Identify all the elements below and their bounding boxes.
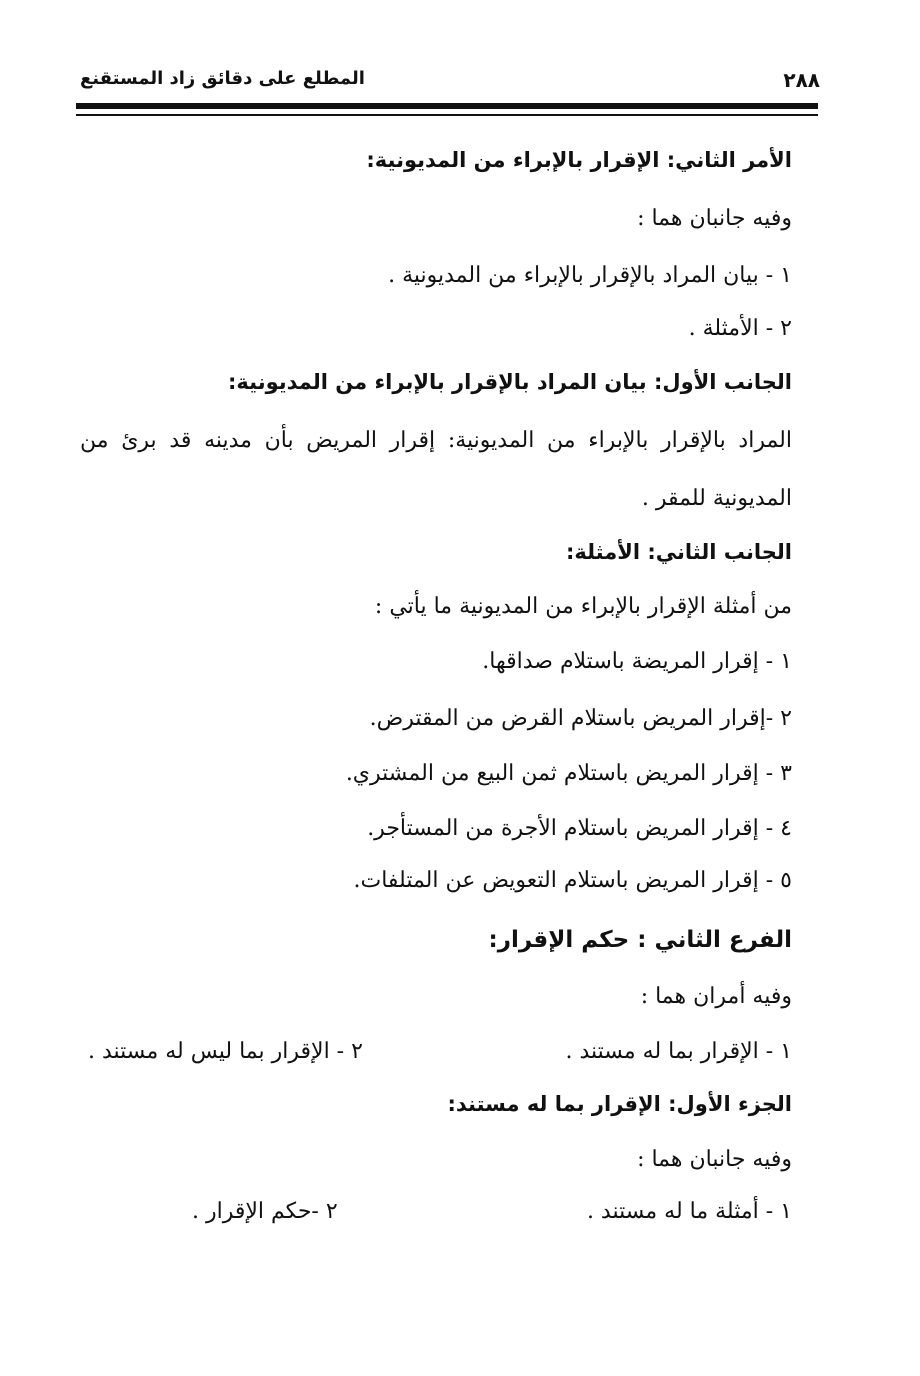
aspect-1: ١ - أمثلة ما له مستند .: [586, 1199, 792, 1224]
list-item-1: ١ - بيان المراد بالإقرار بالإبراء من المديونية .: [388, 263, 792, 288]
two-matters-intro: وفيه أمران هما :: [640, 984, 792, 1009]
header-rule-thin: [76, 114, 818, 116]
heading-second-aspect: الجانب الثاني: الأمثلة:: [565, 540, 792, 564]
aspect-2: ٢ -حكم الإقرار .: [192, 1199, 338, 1224]
page-number: ٢٨٨: [783, 68, 820, 92]
list-item-2: ٢ - الأمثلة .: [688, 316, 792, 341]
example-1: ١ - إقرار المريضة باستلام صداقها.: [482, 649, 792, 674]
example-2: ٢ -إقرار المريض باستلام القرض من المقترض.: [369, 706, 792, 731]
matter-2: ٢ - الإقرار بما ليس له مستند .: [88, 1039, 363, 1064]
running-title: المطلع على دقائق زاد المستقنع: [80, 68, 365, 89]
example-3: ٣ - إقرار المريض باستلام ثمن البيع من المشتري.: [345, 761, 792, 786]
example-4: ٤ - إقرار المريض باستلام الأجرة من المستأجر.: [367, 816, 792, 841]
definition-paragraph: المراد بالإقرار بالإبراء من المديونية: إقرار المريض بأن مدينه قد برئ من المديونية للمقر .: [80, 428, 792, 511]
heading-first-part: الجزء الأول: الإقرار بما له مستند:: [447, 1092, 792, 1116]
heading-first-aspect: الجانب الأول: بيان المراد بالإقرار بالإبراء من المديونية:: [227, 370, 792, 394]
two-aspects-intro: وفيه جانبان هما :: [637, 1147, 792, 1172]
intro-line: وفيه جانبان هما :: [637, 206, 792, 231]
header-rule-thick: [76, 103, 818, 109]
matter-1: ١ - الإقرار بما له مستند .: [565, 1039, 792, 1064]
example-5: ٥ - إقرار المريض باستلام التعويض عن المتلفات.: [353, 868, 792, 893]
heading-second-matter: الأمر الثاني: الإقرار بالإبراء من المديونية:: [366, 148, 792, 172]
heading-second-branch: الفرع الثاني : حكم الإقرار:: [488, 927, 792, 953]
examples-intro: من أمثلة الإقرار بالإبراء من المديونية ما يأتي :: [374, 594, 792, 619]
